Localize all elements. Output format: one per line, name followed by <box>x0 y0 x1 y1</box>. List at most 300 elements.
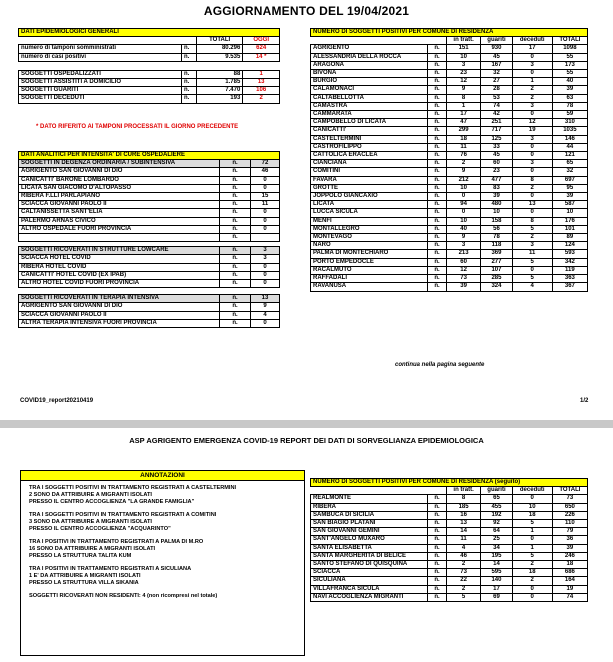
deceased-value: 2 <box>512 577 552 585</box>
annotation-line: PRESSO LA STRUTTURA TALITA KUM <box>29 553 132 559</box>
recovered-value: 39 <box>481 193 513 201</box>
recovered-value: 74 <box>481 102 513 110</box>
total-value: 36 <box>552 536 587 544</box>
recovered-value: 78 <box>481 234 513 242</box>
hospital-row <box>19 247 280 255</box>
deceased-value: 3 <box>512 61 552 69</box>
comune-row <box>311 143 588 151</box>
hospital-label: SCIACCA GIOVANNI PAOLO II <box>19 311 220 319</box>
hospital-value: 3 <box>251 247 280 255</box>
total-value: 18 <box>552 561 587 569</box>
comune-name: ALESSANDRIA DELLA ROCCA <box>311 53 428 61</box>
comune-row <box>311 569 588 577</box>
general-total: 193 <box>197 95 243 103</box>
general-today: 106 <box>243 87 280 95</box>
general-row <box>19 70 280 78</box>
deceased-value: 0 <box>512 70 552 78</box>
hospital-row <box>19 176 280 184</box>
hospital-label: RIBERA HOTEL COVID <box>19 263 220 271</box>
recovered-value: 118 <box>481 242 513 250</box>
empty-cell <box>311 37 428 45</box>
general-row <box>19 87 280 95</box>
unit-label: n. <box>220 160 251 168</box>
recovered-value: 45 <box>481 53 513 61</box>
total-value: 65 <box>552 160 587 168</box>
comune-name: CATTOLICA ERACLEA <box>311 152 428 160</box>
comune-name: MENFI <box>311 217 428 225</box>
unit-label: n. <box>428 495 447 503</box>
in-treatment-value: 212 <box>447 176 481 184</box>
total-value: 342 <box>552 258 587 266</box>
recovered-value: 192 <box>481 511 513 519</box>
in-treatment-value: 76 <box>447 152 481 160</box>
unit-label: n. <box>220 176 251 184</box>
unit-label: n. <box>428 283 447 291</box>
unit-label: n. <box>428 552 447 560</box>
comune-row <box>311 70 588 78</box>
annotation-line: PRESSO IL CENTRO ACCOGLIENZA "ACQUARINTO" <box>29 526 171 532</box>
comune-row <box>311 127 588 135</box>
annotation-line: TRA I POSITIVI IN TRATTAMENTO REGISTRATI A SICULIANA <box>29 566 192 572</box>
comune-name: SANT'ANGELO MUXARO <box>311 536 428 544</box>
hospital-row <box>19 168 280 176</box>
recovered-value: 10 <box>481 209 513 217</box>
unit-label: n. <box>428 577 447 585</box>
comune-row <box>311 520 588 528</box>
unit-label: n. <box>428 585 447 593</box>
in-treatment-value: 73 <box>447 275 481 283</box>
unit-label: n. <box>428 209 447 217</box>
unit-label: n. <box>428 503 447 511</box>
unit-label: n. <box>428 152 447 160</box>
hospital-label: CALTANISSETTA SANT'ELIA <box>19 209 220 217</box>
hospital-value: 72 <box>251 160 280 168</box>
total-value: 1098 <box>552 45 587 53</box>
in-treatment-value: 10 <box>447 184 481 192</box>
comune-name: SAN BIAGIO PLATANI <box>311 520 428 528</box>
recovered-value: 28 <box>481 86 513 94</box>
total-value: 146 <box>552 135 587 143</box>
recovered-value: 167 <box>481 61 513 69</box>
total-value: 367 <box>552 283 587 291</box>
empty-cell <box>428 487 447 495</box>
recovered-value: 107 <box>481 266 513 274</box>
recovered-value: 92 <box>481 520 513 528</box>
recovered-value: 480 <box>481 201 513 209</box>
deceased-value: 3 <box>512 102 552 110</box>
comune-row <box>311 250 588 258</box>
comuni-continued-header: NUMERO DI SOGGETTI POSITIVI PER COMUNE DI RESIDENZA (seguito) <box>311 479 588 487</box>
comune-row <box>311 217 588 225</box>
in-treatment-value: 2 <box>447 561 481 569</box>
deceased-value: 2 <box>512 94 552 102</box>
total-value: 63 <box>552 94 587 102</box>
annotation-line: TRA I SOGGETTI POSITIVI IN TRATTAMENTO REGISTRATI A COMITINI <box>29 512 217 518</box>
comune-name: NAVI ACCOGLIENZA MIGRANTI <box>311 593 428 601</box>
recovered-value: 930 <box>481 45 513 53</box>
unit-label: n. <box>182 53 197 61</box>
comune-row <box>311 160 588 168</box>
empty-cell <box>19 37 182 45</box>
deceased-value: 0 <box>512 495 552 503</box>
hospital-row <box>19 319 280 327</box>
hospital-value: 46 <box>251 168 280 176</box>
unit-label: n. <box>182 70 197 78</box>
comune-name: BIVONA <box>311 70 428 78</box>
hospital-row <box>19 201 280 209</box>
recovered-value: 25 <box>481 536 513 544</box>
unit-label: n. <box>428 266 447 274</box>
hospital-row <box>19 303 280 311</box>
recovered-value: 285 <box>481 275 513 283</box>
comune-name: SAMBUCA DI SICILIA <box>311 511 428 519</box>
unit-label: n. <box>182 87 197 95</box>
comuni-col-header: guariti <box>481 487 513 495</box>
total-value: 39 <box>552 193 587 201</box>
hospital-label: SCIACCA GIOVANNI PAOLO II <box>19 201 220 209</box>
deceased-value: 18 <box>512 511 552 519</box>
comune-name: ARAGONA <box>311 61 428 69</box>
page-title: AGGIORNAMENTO DEL 19/04/2021 <box>203 4 410 18</box>
in-treatment-value: 14 <box>447 528 481 536</box>
unit-label: n. <box>220 217 251 225</box>
in-treatment-value: 22 <box>447 577 481 585</box>
total-value: 78 <box>552 102 587 110</box>
in-treatment-value: 0 <box>447 209 481 217</box>
in-treatment-value: 46 <box>447 552 481 560</box>
recovered-value: 14 <box>481 561 513 569</box>
unit-label: n. <box>220 255 251 263</box>
comune-row <box>311 176 588 184</box>
empty-cell <box>182 37 197 45</box>
comune-name: RAVANUSA <box>311 283 428 291</box>
general-data-table <box>18 28 280 104</box>
comune-name: CASTROFILIPPO <box>311 143 428 151</box>
in-treatment-value: 23 <box>447 70 481 78</box>
hospital-value: 15 <box>251 193 280 201</box>
in-treatment-value: 18 <box>447 135 481 143</box>
in-treatment-value: 12 <box>447 78 481 86</box>
total-value: 686 <box>552 569 587 577</box>
unit-label: n. <box>428 143 447 151</box>
unit-label: n. <box>220 209 251 217</box>
hospital-row <box>19 225 280 233</box>
recovered-value: 33 <box>481 143 513 151</box>
total-value: 246 <box>552 552 587 560</box>
comune-name: AGRIGENTO <box>311 45 428 53</box>
in-treatment-value: 39 <box>447 283 481 291</box>
total-value: 55 <box>552 53 587 61</box>
in-treatment-value: 5 <box>447 593 481 601</box>
comune-row <box>311 94 588 102</box>
col-totali: TOTALI <box>197 37 243 45</box>
unit-label: n. <box>428 168 447 176</box>
hospital-row <box>19 193 280 201</box>
unit-label: n. <box>428 536 447 544</box>
unit-label: n. <box>428 250 447 258</box>
comune-name: CASTELTERMINI <box>311 135 428 143</box>
unit-label: n. <box>182 95 197 103</box>
comune-row <box>311 577 588 585</box>
total-value: 44 <box>552 143 587 151</box>
deceased-value: 0 <box>512 593 552 601</box>
general-label: SOGGETTI DECEDUTI <box>19 95 182 103</box>
hospital-value: 0 <box>251 271 280 279</box>
deceased-value: 0 <box>512 143 552 151</box>
continues-note: continua nella pagina seguente <box>395 362 485 368</box>
comune-name: BURGIO <box>311 78 428 86</box>
total-value: 59 <box>552 111 587 119</box>
in-treatment-value: 10 <box>447 217 481 225</box>
unit-label: n. <box>220 319 251 327</box>
comune-name: RAFFADALI <box>311 275 428 283</box>
general-label: SOGGETTI ASSISTITI A DOMICILIO <box>19 79 182 87</box>
general-header: DATI EPIDEMIOLOGICI GENERALI <box>19 29 280 37</box>
annotation-line: SOGGETTI RICOVERATI NON RESIDENTI: 4 (non ricompresi nel totale) <box>29 593 218 599</box>
hospital-label: LICATA SAN GIACOMO D'ALTOPASSO <box>19 184 220 192</box>
unit-label: n. <box>428 45 447 53</box>
total-value: 176 <box>552 217 587 225</box>
unit-label: n. <box>182 45 197 53</box>
recovered-value: 56 <box>481 225 513 233</box>
recovered-value: 369 <box>481 250 513 258</box>
hospital-label: ALTRA TERAPIA INTENSIVA FUORI PROVINCIA <box>19 319 220 327</box>
unit-label: n. <box>428 511 447 519</box>
comune-name: SANTO STEFANO DI QUISQUINA <box>311 561 428 569</box>
comune-row <box>311 536 588 544</box>
comune-name: NARO <box>311 242 428 250</box>
comune-name: SANTA MARGHERITA DI BELICE <box>311 552 428 560</box>
deceased-value: 10 <box>512 503 552 511</box>
annotation-line: TRA I SOGGETTI POSITIVI IN TRATTAMENTO REGISTRATI A CASTELTERMINI <box>29 485 237 491</box>
deceased-value: 19 <box>512 127 552 135</box>
unit-label: n. <box>428 135 447 143</box>
comune-row <box>311 503 588 511</box>
comune-name: CAMMARATA <box>311 111 428 119</box>
hospital-value: 0 <box>251 209 280 217</box>
comune-row <box>311 593 588 601</box>
comune-name: MONTEVAGO <box>311 234 428 242</box>
comuni-col-header: guariti <box>481 37 513 45</box>
hospital-row <box>19 234 280 242</box>
comune-row <box>311 242 588 250</box>
comune-row <box>311 53 588 61</box>
hospital-header-row <box>19 152 280 160</box>
hospital-row <box>19 311 280 319</box>
comune-row <box>311 193 588 201</box>
comuni-col-header: in tratt. <box>447 37 481 45</box>
general-today: 14 * <box>243 53 280 61</box>
deceased-value: 12 <box>512 119 552 127</box>
in-treatment-value: 8 <box>447 94 481 102</box>
deceased-value: 3 <box>512 242 552 250</box>
unit-label: n. <box>428 119 447 127</box>
recovered-value: 140 <box>481 577 513 585</box>
recovered-value: 195 <box>481 552 513 560</box>
in-treatment-value: 12 <box>447 266 481 274</box>
hospital-value: 11 <box>251 201 280 209</box>
comuni-col-row <box>311 37 588 45</box>
hospital-label: SOGGETTI RICOVERATI IN TERAPIA INTENSIVA <box>19 295 220 303</box>
unit-label: n. <box>428 242 447 250</box>
recovered-value: 595 <box>481 569 513 577</box>
unit-label: n. <box>428 569 447 577</box>
recovered-value: 32 <box>481 70 513 78</box>
comune-row <box>311 552 588 560</box>
in-treatment-value: 3 <box>447 61 481 69</box>
comune-name: FAVARA <box>311 176 428 184</box>
hospital-value: 3 <box>251 255 280 263</box>
deceased-value: 4 <box>512 283 552 291</box>
total-value: 74 <box>552 593 587 601</box>
comuni-col-header: TOTALI <box>552 37 587 45</box>
in-treatment-value: 13 <box>447 520 481 528</box>
deceased-value: 0 <box>512 168 552 176</box>
total-value: 173 <box>552 61 587 69</box>
general-total: 9.535 <box>197 53 243 61</box>
total-value: 650 <box>552 503 587 511</box>
total-value: 32 <box>552 168 587 176</box>
comune-name: PALMA DI MONTECHIARO <box>311 250 428 258</box>
unit-label: n. <box>182 79 197 87</box>
total-value: 39 <box>552 544 587 552</box>
hospital-value: 0 <box>251 280 280 288</box>
in-treatment-value: 11 <box>447 536 481 544</box>
in-treatment-value: 0 <box>447 193 481 201</box>
in-treatment-value: 3 <box>447 242 481 250</box>
comune-name: MONTALLEGRO <box>311 225 428 233</box>
in-treatment-value: 213 <box>447 250 481 258</box>
total-value: 110 <box>552 520 587 528</box>
comune-row <box>311 561 588 569</box>
unit-label: n. <box>428 184 447 192</box>
unit-label: n. <box>220 311 251 319</box>
in-treatment-value: 185 <box>447 503 481 511</box>
annotation-line: PRESSO IL CENTRO ACCOGLIENZA "LA GRANDE FAMIGLIA" <box>29 499 195 505</box>
hospital-value: 0 <box>251 217 280 225</box>
deceased-value: 11 <box>512 250 552 258</box>
comune-name: CALAMONACI <box>311 86 428 94</box>
comune-row <box>311 225 588 233</box>
annotation-paragraph <box>29 566 296 587</box>
unit-label: n. <box>428 193 447 201</box>
total-value: 79 <box>552 528 587 536</box>
unit-label: n. <box>428 201 447 209</box>
comuni-col-header: deceduti <box>512 37 552 45</box>
unit-label: n. <box>428 127 447 135</box>
annotations-box <box>20 470 305 656</box>
comune-row <box>311 275 588 283</box>
unit-label: n. <box>428 86 447 94</box>
comune-row <box>311 45 588 53</box>
comune-name: REALMONTE <box>311 495 428 503</box>
recovered-value: 251 <box>481 119 513 127</box>
unit-label: n. <box>428 160 447 168</box>
spacer <box>19 288 280 295</box>
recovered-value: 69 <box>481 593 513 601</box>
unit-label: n. <box>220 184 251 192</box>
unit-label: n. <box>428 111 447 119</box>
general-total: 80.296 <box>197 45 243 53</box>
comune-row <box>311 168 588 176</box>
comune-name: SCIACCA <box>311 569 428 577</box>
comune-name: JOPPOLO GIANCAXIO <box>311 193 428 201</box>
deceased-value: 8 <box>512 176 552 184</box>
recovered-value: 60 <box>481 160 513 168</box>
comune-row <box>311 61 588 69</box>
total-value: 19 <box>552 585 587 593</box>
annotation-line: PRESSO LA STRUTTURA VILLA SIKANIA <box>29 580 139 586</box>
recovered-value: 158 <box>481 217 513 225</box>
hospital-row <box>19 263 280 271</box>
page-separator <box>0 420 613 428</box>
deceased-value: 18 <box>512 569 552 577</box>
comuni-header-row <box>311 479 588 487</box>
comuni-col-header: TOTALI <box>552 487 587 495</box>
recovered-value: 17 <box>481 585 513 593</box>
unit-label: n. <box>428 258 447 266</box>
report-page-2 <box>0 428 613 662</box>
total-value: 73 <box>552 495 587 503</box>
deceased-value: 1 <box>512 544 552 552</box>
comune-name: CAMPOBELLO DI LICATA <box>311 119 428 127</box>
comuni-col-row <box>311 487 588 495</box>
deceased-value: 2 <box>512 184 552 192</box>
comune-row <box>311 495 588 503</box>
total-value: 593 <box>552 250 587 258</box>
in-treatment-value: 9 <box>447 86 481 94</box>
deceased-value: 1 <box>512 78 552 86</box>
hospital-value: 13 <box>251 295 280 303</box>
unit-label: n. <box>428 94 447 102</box>
general-col-row <box>19 37 280 45</box>
unit-label: n. <box>220 263 251 271</box>
hospital-value: 0 <box>251 319 280 327</box>
comuni-col-header: in tratt. <box>447 487 481 495</box>
comune-row <box>311 511 588 519</box>
hospital-label: SOGGETTI IN DEGENZA ORDINARIA / SUBINTENSIVA <box>19 160 220 168</box>
comune-name: SAN GIOVANNI GEMINI <box>311 528 428 536</box>
comune-row <box>311 184 588 192</box>
comune-row <box>311 585 588 593</box>
annotation-paragraph <box>29 593 296 600</box>
unit-label: n. <box>220 247 251 255</box>
comune-row <box>311 258 588 266</box>
total-value: 55 <box>552 70 587 78</box>
general-total: 1.785 <box>197 79 243 87</box>
report-filename: COVID19_report20210419 <box>20 398 94 404</box>
hospital-row <box>19 255 280 263</box>
unit-label: n. <box>428 520 447 528</box>
general-row <box>19 53 280 61</box>
deceased-value: 13 <box>512 201 552 209</box>
hospital-label <box>19 234 220 242</box>
hospital-value: 4 <box>251 311 280 319</box>
in-treatment-value: 73 <box>447 569 481 577</box>
in-treatment-value: 2 <box>447 585 481 593</box>
unit-label: n. <box>428 217 447 225</box>
unit-label: n. <box>428 102 447 110</box>
total-value: 226 <box>552 511 587 519</box>
hospital-label: AGRIGENTO SAN GIOVANNI DI DIO <box>19 168 220 176</box>
in-treatment-value: 16 <box>447 511 481 519</box>
in-treatment-value: 4 <box>447 544 481 552</box>
unit-label: n. <box>428 561 447 569</box>
deceased-value: 3 <box>512 160 552 168</box>
comune-row <box>311 266 588 274</box>
general-total: 88 <box>197 70 243 78</box>
comune-name: CANICATTI' <box>311 127 428 135</box>
